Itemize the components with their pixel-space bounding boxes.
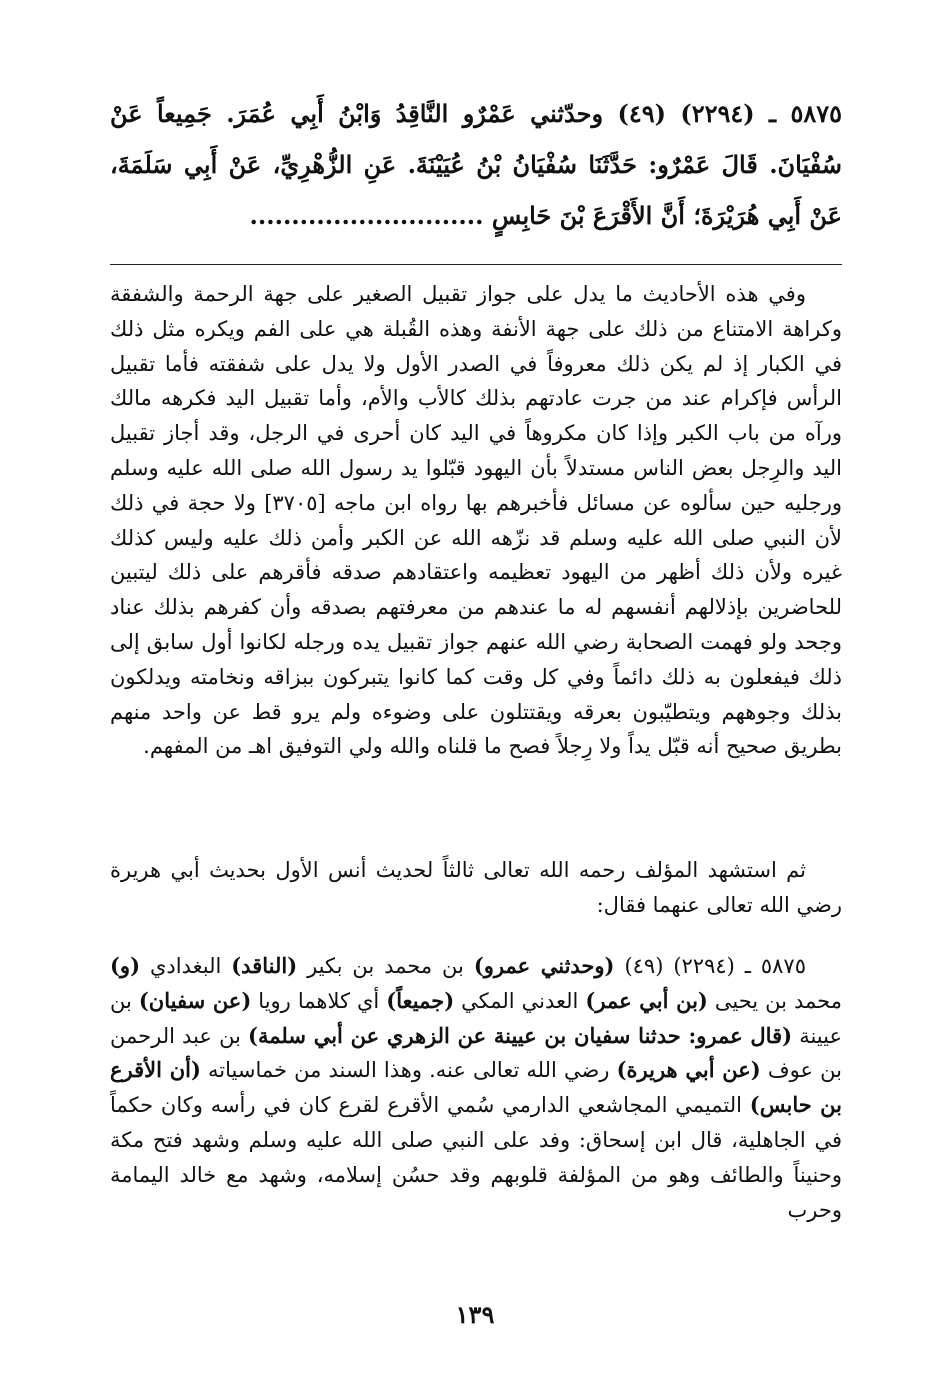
hadith-number: ٥٨٧٥ ـ (٢٢٩٤) (٤٩) <box>624 954 806 978</box>
hadith-body: ٥٨٧٥ ـ (٢٢٩٤) (٤٩) وحدّثني عَمْرٌو النَّاقِدُ وَابْنُ أَبِي عُمَرَ. جَمِيعاً عَنْ سُفْيَانَ. قَالَ عَمْرٌو: حَدَّثَنَا سُفْيَانُ بْنُ عُيَيْنَةَ. عَنِ الزُّهْرِيِّ، عَنْ أَبِي سَلَمَةَ، عَنْ أَبِي هُرَيْرَةَ؛ أَنَّ الأَقْرَعَ بْنَ حَابِسٍ <box>110 99 842 230</box>
hadith-text <box>110 88 842 248</box>
explanation-paragraph <box>110 949 842 1227</box>
footnote-divider <box>110 264 842 265</box>
gloss-4: العدني المكي <box>461 988 579 1013</box>
gloss-2: البغدادي <box>149 954 222 978</box>
term-jamian: (جميعاً) <box>386 987 455 1013</box>
narrator-naqid: (الناقد) <box>231 953 298 978</box>
gloss-9: التميمي المجاشعي الدارمي سُمي الأقرع لقرع كان في رأسه وكان حكماً في الجاهلية، قال ابن إسحاق: وفد على النبي صلى الله عليه وسلم وشهد فتح مكة وحنيناً والطائف وهو من المؤلفة قلوبهم وقد حسُن إسلامه، وشهد مع خالد اليمامة وحرب <box>110 1093 842 1222</box>
gloss-6: بن عيينة <box>110 988 842 1048</box>
gloss-5: أي كلاهما رويا <box>258 988 380 1013</box>
conjunction-waw: (و) <box>110 953 141 978</box>
narrator-sufyan: (عن سفيان) <box>138 987 252 1013</box>
gloss-3: محمد بن يحيى <box>714 988 842 1013</box>
narrator-aqra: (أن الأقرع بن حابس) <box>110 1057 842 1118</box>
isnad-chain: (قال عمرو: حدثنا سفيان بن عيينة عن الزهري عن أبي سلمة) <box>248 1022 793 1048</box>
narrator-ibn-abi-umar: (بن أبي عمر) <box>585 987 708 1013</box>
narrator-abu-hurayrah: (عن أبي هريرة) <box>616 1057 761 1083</box>
gloss-7: بن عبد الرحمن بن عوف <box>110 1023 842 1083</box>
transition-paragraph: ثم استشهد المؤلف رحمه الله تعالى ثالثاً لحديث أنس الأول بحديث أبي هريرة رضي الله تعالى عنهما فقال: <box>110 858 842 917</box>
gloss-8: رضي الله تعالى عنه. وهذا السند من خماسياته <box>208 1058 610 1083</box>
page-number: ١٣٩ <box>455 1300 495 1329</box>
commentary-paragraph: وفي هذه الأحاديث ما يدل على جواز تقبيل الصغير على جهة الرحمة والشفقة وكراهة الامتناع من ذلك على جهة الأنفة وهذه القُبلة هي على الفم ويكره مثل ذلك في الكبار إذ لم يكن ذلك معروفاً في الصدر الأول ولا يدل على شفقته فأما تقبيل الرأس فإكرام عند من جرت عادتهم بذلك كالأب والأم، وأما تقبيل اليد فكرهه مالك ورآه من باب الكبر وإذا كان مكروهاً في اليد كان أحرى في الرجل، وقد أجاز تقبيل اليد والرِجل بعض الناس مستدلاً بأن اليهود قبّلوا يد رسول الله صلى الله عليه وسلم ورجليه حين سألوه عن مسائل فأخبرهم بها رواه ابن ماجه [٣٧٠٥] ولا حجة في ذلك لأن النبي صلى الله عليه وسلم قد نزّهه الله عن الكبر وأمن ذلك عليه وليس كذلك غيره ولأن ذلك أظهر من اليهود تعظيمه واعتقادهم صدقه فأقرهم على ذلك ليتبين للحاضرين بإذلالهم أنفسهم له ما عندهم من معرفتهم بصدقه وأن كفرهم بذلك عناد وجحد ولو فهمت الصحابة رضي الله عنهم جواز تقبيل يده ورجله لكانوا أول سابق إلى ذلك فيفعلون به ذلك دائماً وفي كل وقت كما كانوا يتبركون ببزاقه ونخامته ويدلكون بذلك وجوههم ويتطيّبون بعرقه ويقتتلون على وضوءه ولم يرو قط عن واحد منهم بطريق صحيح أنه قبّل يداً ولا رِجلاً فصح ما قلناه والله ولي التوفيق اهـ من المفهم. <box>110 282 842 759</box>
narrator-amr: (وحدثني عمرو) <box>473 953 615 978</box>
gloss-1: بن محمد بن بكير <box>307 954 464 978</box>
continuation-dots: ............................ <box>249 201 484 230</box>
